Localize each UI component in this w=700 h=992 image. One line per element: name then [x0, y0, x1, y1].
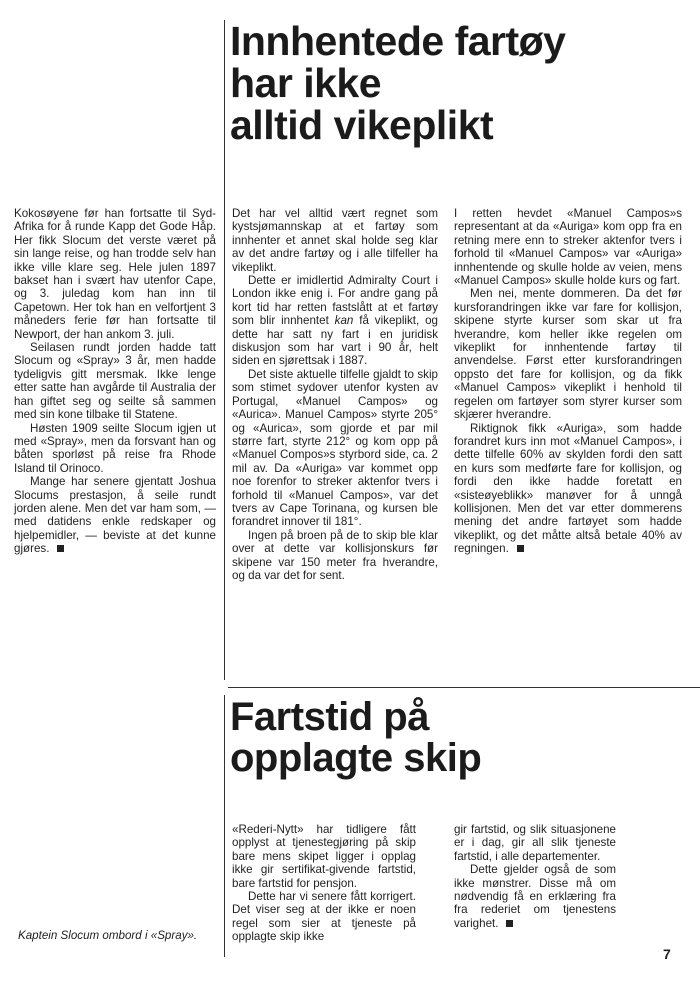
column-divider-top: [224, 20, 225, 680]
section-divider: [228, 687, 700, 688]
paragraph-text: Dette gjelder også de som ikke mønstrer. Disse må om nødvendig få en erklæring fra fra rederiet om tjenestens varighet.: [454, 863, 616, 930]
end-of-article-mark: [57, 545, 64, 552]
paragraph: [454, 422, 682, 556]
paragraph-text: Dette er imidlertid Admiralty Court i London ikke enig i. For andre gang på kort tid har retten fastslått at et fartøy som blir innhentet: [232, 274, 438, 328]
paragraph: Dette har vi senere fått korrigert. Det viser seg at der ikke er noen regel som sier at tjeneste på opplagte skip ikke: [232, 890, 416, 944]
paragraph: [14, 475, 216, 555]
end-of-article-mark: [506, 920, 513, 927]
fartstid-article-column-1: [232, 823, 416, 944]
paragraph: Høsten 1909 seilte Slocum igjen ut med «Spray», men da forsvant han og båten sporløst på reise fra Rhode Island til Orinoco.: [14, 421, 216, 475]
photo-caption: Kaptein Slocum ombord i «Spray».: [18, 929, 198, 942]
paragraph: Seilasen rundt jorden hadde tatt Slocum og «Spray» 3 år, men hadde tydeligvis gitt mersmak. Ikke lenge etter satte han avgårde til Australia der han giftet seg og seilte så sammen med sin kone tilbake til Statene.: [14, 341, 216, 422]
paragraph: «Rederi-Nytt» har tidligere fått opplyst at tjenestegjøring på skip bare mens skipet ligger i opplag ikke gir sertifikat-givende fartstid, bare fartstid for pensjon.: [232, 823, 416, 890]
page-number: 7: [663, 946, 671, 962]
article-headline-vikeplikt: Innhentede fartøy har ikke alltid vikeplikt: [230, 18, 566, 148]
column-divider-bottom: [224, 695, 225, 957]
paragraph-text: få vikeplikt, og dette har satt ny fart i en juridisk diskusjon som har vart i 90 år, helt siden en sjørettsak i 1887.: [232, 314, 438, 368]
paragraph: Kokosøyene før han fortsatte til Syd-Afrika for å runde Kapp det Gode Håp. Her fikk Slocum det verste været på sin lange reise, og han trodde selv han ikke ville klare seg. Hele julen 1897 bakset han i svært hav utenfor Cape, og 3. juledag kom han inn til Capetown. Her tok han en velfortjent 3 måneders ferie før han fortsatte til Newport, der han ankom 3. juli.: [14, 207, 216, 341]
paragraph: Det har vel alltid vært regnet som kystsjømannskap at et fartøy som innhenter et annet skal holde seg klar av det andre fartøy og i alle tilfeller ha vikeplikt.: [232, 207, 438, 274]
fartstid-article-column-2: [454, 823, 616, 930]
vikeplikt-article-column-2: [454, 207, 682, 556]
paragraph: Men nei, mente dommeren. Da det før kursforandringen ikke var fare for kollisjon, skipene styrte kurser som skar ut fra hverandre, kom heller ikke regelen om vikeplikt for innhentende fartøy til anvendelse. Først etter kursforandringen oppsto det fare for kollisjon, og da fikk «Manuel Campos» vikeplikt i henhold til regelen om fartøyer som styrer kurser som skjærer hverandre.: [454, 287, 682, 422]
paragraph: I retten hevdet «Manuel Campos»s representant at da «Auriga» kom opp fra en retning mere enn to streker aktenfor tvers i forhold til «Manuel Campos» var «Auriga» innhentende og skulle holde av veien, mens «Manuel Campos» skulle holde kurs og fart.: [454, 207, 682, 288]
paragraph-text: Mange har senere gjentatt Joshua Slocums prestasjon, å seile rundt jorden alene. Men det var ham som, — med datidens enkle redskaper og hjelpemidler, — beviste at det kunne gjøres.: [14, 475, 216, 556]
paragraph: Ingen på broen på de to skip ble klar over at dette var kollisjonskurs før skipene var 150 meter fra hverandre, og da var det for sent.: [232, 528, 438, 582]
article-headline-fartstid: Fartstid på opplagte skip: [230, 695, 482, 780]
end-of-article-mark: [517, 545, 524, 552]
emphasis-word: kan: [334, 314, 354, 328]
vikeplikt-article-column-1: [232, 207, 438, 582]
paragraph: [232, 274, 438, 368]
paragraph-text: Riktignok fikk «Auriga», som hadde forandret kurs inn mot «Manuel Campos», i dette tilfelle 60% av skylden fordi den satt en kurs som medførte fare for kollisjon, og fordi den ikke hadde foretatt en «sisteøyeblikk» manøver for å unngå kollisjonen. Men det var etter dommerens mening det andre fartøyet som hadde vikeplikt, og det måtte altså betale 40% av regningen.: [454, 421, 682, 556]
paragraph: Det siste aktuelle tilfelle gjaldt to skip som stimet sydover utenfor kysten av Portugal, «Manuel Campos» og «Aurica». Manuel Campos» styrte 205° og «Aurica», som gjorde et par mil større fart, styrte 212° og kom opp på «Manuel Compos»s styrbord side, ca. 2 mil av. Da «Auriga» var kommet opp noe forenfor to streker aktenfor tvers i forhold til «Manuel Campos», var det tvers av Cape Torinana, og kursen ble forandret innover til 181°.: [232, 367, 438, 529]
paragraph: gir fartstid, og slik situasjonene er i dag, gir all slik tjeneste fartstid, i alle departementer.: [454, 823, 616, 863]
slocum-article-column: [14, 207, 216, 556]
paragraph: [454, 863, 616, 930]
